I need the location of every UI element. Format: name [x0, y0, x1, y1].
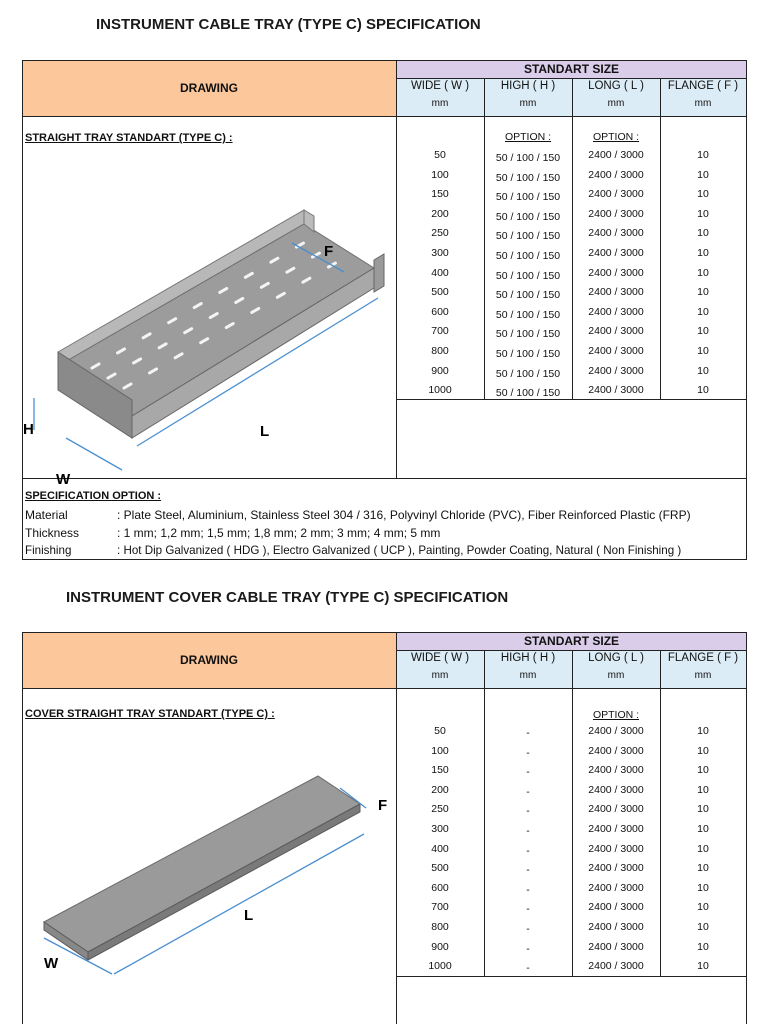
table-cell-long: 2400 / 3000	[588, 862, 644, 875]
column-header-unit: mm	[519, 98, 537, 109]
column-header-unit: mm	[607, 670, 625, 681]
table-cell-long: 2400 / 3000	[588, 744, 644, 757]
table-cell-high: 50 / 100 / 150	[495, 387, 561, 400]
drawing-header	[22, 60, 396, 116]
table-cell-long: 2400 / 3000	[588, 246, 644, 259]
column-header-label: HIGH ( H )	[500, 652, 556, 664]
table-cell-flange: 10	[697, 940, 709, 953]
column-header-unit: mm	[519, 670, 537, 681]
table-cell-flange: 10	[697, 266, 709, 279]
table-cell-long: 2400 / 3000	[588, 842, 644, 855]
dim-l-2: L	[244, 907, 254, 924]
high-column-2	[484, 724, 572, 979]
table-cell-high: -	[526, 805, 530, 818]
column-header-unit: mm	[694, 670, 712, 681]
table-cell-wide: 600	[431, 305, 449, 318]
cable-tray-drawing	[22, 168, 394, 488]
column-header	[572, 80, 660, 109]
dim-f-2: F	[378, 797, 388, 814]
table-cell-high: 50 / 100 / 150	[495, 152, 561, 164]
cover-tray-label: COVER STRAIGHT TRAY STANDART (TYPE C) :	[25, 708, 275, 720]
table-cell-wide: 600	[431, 881, 449, 894]
table-cell-wide: 900	[431, 940, 449, 953]
table-cell-long: 2400 / 3000	[588, 960, 644, 973]
table-cell-high: 50 / 100 / 150	[495, 347, 561, 360]
flange-column	[660, 146, 746, 401]
table-cell-long: 2400 / 3000	[588, 764, 644, 777]
table-cell-flange: 10	[697, 862, 709, 875]
spec-title: SPECIFICATION OPTION :	[25, 490, 162, 502]
table-cell-high: 50 / 100 / 150	[495, 308, 561, 321]
table-cell-long: 2400 / 3000	[588, 325, 644, 338]
table-cell-wide: 200	[431, 783, 449, 796]
table-cell-long: 2400 / 3000	[588, 920, 644, 933]
column-header-unit: mm	[431, 670, 449, 681]
wide-column-2	[396, 722, 484, 977]
table-cell-flange: 10	[697, 364, 709, 377]
table-cell-wide: 500	[431, 286, 449, 299]
table-cell-flange: 10	[697, 842, 709, 855]
table-cell-flange: 10	[697, 246, 709, 259]
table-cell-wide: 700	[431, 325, 449, 338]
long-option-label-2: OPTION :	[592, 709, 640, 721]
column-header-unit: mm	[694, 98, 712, 109]
dim-f: F	[324, 243, 334, 260]
table-cell-high: 50 / 100 / 150	[495, 289, 561, 302]
table-cell-flange: 10	[697, 901, 709, 914]
table-cell-flange: 10	[697, 744, 709, 757]
table-cell-flange: 10	[697, 783, 709, 796]
table-cell-wide: 100	[431, 168, 449, 181]
table-cell-high: -	[526, 824, 530, 837]
column-header-label: WIDE ( W )	[410, 652, 470, 664]
table-cell-wide: 500	[431, 862, 449, 875]
table-cell-wide: 50	[434, 725, 446, 737]
table-cell-high: 50 / 100 / 150	[495, 171, 561, 184]
table-cell-flange: 10	[697, 286, 709, 299]
table-cell-long: 2400 / 3000	[588, 783, 644, 796]
section1-title: INSTRUMENT CABLE TRAY (TYPE C) SPECIFICATION	[96, 16, 481, 33]
standart-size-label: STANDART SIZE	[523, 62, 620, 76]
table-cell-wide: 1000	[428, 960, 452, 973]
column-header	[484, 80, 572, 109]
column-header-label: FLANGE ( F )	[667, 80, 739, 92]
table-cell-long: 2400 / 3000	[588, 881, 644, 894]
table-cell-high: 50 / 100 / 150	[495, 230, 561, 243]
standart-size-header	[396, 60, 747, 78]
table-cell-flange: 10	[697, 803, 709, 816]
table-cell-high: 50 / 100 / 150	[495, 191, 561, 204]
column-header-2	[660, 652, 746, 681]
high-column	[484, 149, 572, 404]
column-header	[396, 80, 484, 109]
column-header-2	[572, 652, 660, 681]
column-header-unit: mm	[607, 98, 625, 109]
table-cell-wide: 50	[434, 149, 446, 161]
dim-h: H	[23, 421, 34, 438]
table-cell-long: 2400 / 3000	[588, 725, 644, 737]
drawing-header-2	[22, 632, 396, 688]
wide-column	[396, 146, 484, 401]
table-cell-wide: 300	[431, 246, 449, 259]
straight-tray-label: STRAIGHT TRAY STANDART (TYPE C) :	[25, 132, 233, 144]
table-cell-long: 2400 / 3000	[588, 940, 644, 953]
drawing-header-2-label: DRAWING	[180, 653, 238, 667]
table-cell-long: 2400 / 3000	[588, 227, 644, 240]
table-cell-long: 2400 / 3000	[588, 168, 644, 181]
drawing-header-label: DRAWING	[180, 81, 238, 95]
long-option-label: OPTION :	[592, 131, 640, 143]
table-cell-long: 2400 / 3000	[588, 149, 644, 161]
table-cell-flange: 10	[697, 188, 709, 201]
table-cell-long: 2400 / 3000	[588, 803, 644, 816]
table-cell-high: -	[526, 844, 530, 857]
table-cell-high: -	[526, 883, 530, 896]
table-cell-long: 2400 / 3000	[588, 822, 644, 835]
table-cell-long: 2400 / 3000	[588, 344, 644, 357]
table-cell-long: 2400 / 3000	[588, 188, 644, 201]
long-column	[572, 146, 660, 401]
table-cell-flange: 10	[697, 207, 709, 220]
column-header-label: HIGH ( H )	[500, 80, 556, 92]
table-cell-wide: 800	[431, 920, 449, 933]
dim-w-2: W	[44, 955, 59, 972]
table-cell-long: 2400 / 3000	[588, 384, 644, 397]
table-cell-wide: 1000	[428, 384, 452, 397]
table-cell-high: 50 / 100 / 150	[495, 367, 561, 380]
table-cell-wide: 250	[431, 803, 449, 816]
table-cell-high: -	[526, 942, 530, 955]
table-cell-high: -	[526, 785, 530, 798]
standart-size-2-label: STANDART SIZE	[523, 634, 620, 648]
table-cell-wide: 300	[431, 822, 449, 835]
dim-w: W	[56, 471, 71, 488]
cable-tray-table	[22, 60, 747, 560]
table-cell-high: 50 / 100 / 150	[495, 269, 561, 282]
section2-title: INSTRUMENT COVER CABLE TRAY (TYPE C) SPECIFICATION	[66, 589, 509, 606]
table-cell-long: 2400 / 3000	[588, 901, 644, 914]
table-cell-high: 50 / 100 / 150	[495, 249, 561, 262]
table-cell-high: -	[526, 864, 530, 877]
table-cell-flange: 10	[697, 325, 709, 338]
table-cell-long: 2400 / 3000	[588, 364, 644, 377]
cover-tray-table	[22, 632, 747, 1024]
table-cell-wide: 250	[431, 227, 449, 240]
table-cell-high: -	[526, 727, 530, 739]
column-header-label: WIDE ( W )	[410, 80, 470, 92]
table-cell-flange: 10	[697, 227, 709, 240]
spec-material: Material : Plate Steel, Aluminium, Stainless Steel 304 / 316, Polyvinyl Chloride (PVC), Fiber Reinforced Plastic (FRP)	[25, 508, 691, 522]
table-cell-high: -	[526, 922, 530, 935]
table-cell-wide: 400	[431, 842, 449, 855]
table-cell-wide: 100	[431, 744, 449, 757]
table-cell-flange: 10	[697, 384, 709, 397]
table-cell-flange: 10	[697, 305, 709, 318]
table-cell-flange: 10	[697, 725, 709, 737]
table-cell-flange: 10	[697, 822, 709, 835]
high-option-label: OPTION :	[504, 131, 552, 143]
table-cell-long: 2400 / 3000	[588, 305, 644, 318]
standart-size-header-2	[396, 632, 747, 650]
spec-thickness: Thickness : 1 mm; 1,2 mm; 1,5 mm; 1,8 mm; 2 mm; 3 mm; 4 mm; 5 mm	[25, 526, 441, 540]
table-cell-flange: 10	[697, 920, 709, 933]
table-cell-flange: 10	[697, 168, 709, 181]
flange-column-2	[660, 722, 746, 977]
table-cell-high: 50 / 100 / 150	[495, 210, 561, 223]
column-header-2	[484, 652, 572, 681]
column-header	[660, 80, 746, 109]
table-cell-long: 2400 / 3000	[588, 286, 644, 299]
table-cell-high: -	[526, 746, 530, 759]
table-cell-flange: 10	[697, 960, 709, 973]
column-header-label: LONG ( L )	[588, 652, 644, 664]
table-cell-wide: 150	[431, 188, 449, 201]
table-cell-high: -	[526, 766, 530, 779]
table-cell-long: 2400 / 3000	[588, 207, 644, 220]
table-cell-high: -	[526, 903, 530, 916]
table-cell-flange: 10	[697, 881, 709, 894]
table-cell-wide: 900	[431, 364, 449, 377]
table-cell-wide: 800	[431, 344, 449, 357]
cover-tray-drawing	[22, 762, 394, 982]
table-cell-flange: 10	[697, 764, 709, 777]
table-cell-flange: 10	[697, 149, 709, 161]
table-cell-flange: 10	[697, 344, 709, 357]
dim-l: L	[260, 423, 270, 440]
long-column-2	[572, 722, 660, 977]
table-cell-high: 50 / 100 / 150	[495, 328, 561, 341]
column-header-2	[396, 652, 484, 681]
table-cell-high: -	[526, 962, 530, 975]
table-cell-wide: 200	[431, 207, 449, 220]
table-cell-wide: 700	[431, 901, 449, 914]
table-cell-wide: 150	[431, 764, 449, 777]
column-header-label: LONG ( L )	[588, 80, 644, 92]
column-header-unit: mm	[431, 98, 449, 109]
table-cell-long: 2400 / 3000	[588, 266, 644, 279]
table-cell-wide: 400	[431, 266, 449, 279]
column-header-label: FLANGE ( F )	[667, 652, 739, 664]
spec-finishing: Finishing : Hot Dip Galvanized ( HDG ), Electro Galvanized ( UCP ), Painting, Powder Coating, Natural ( Non Finishing )	[25, 544, 682, 557]
